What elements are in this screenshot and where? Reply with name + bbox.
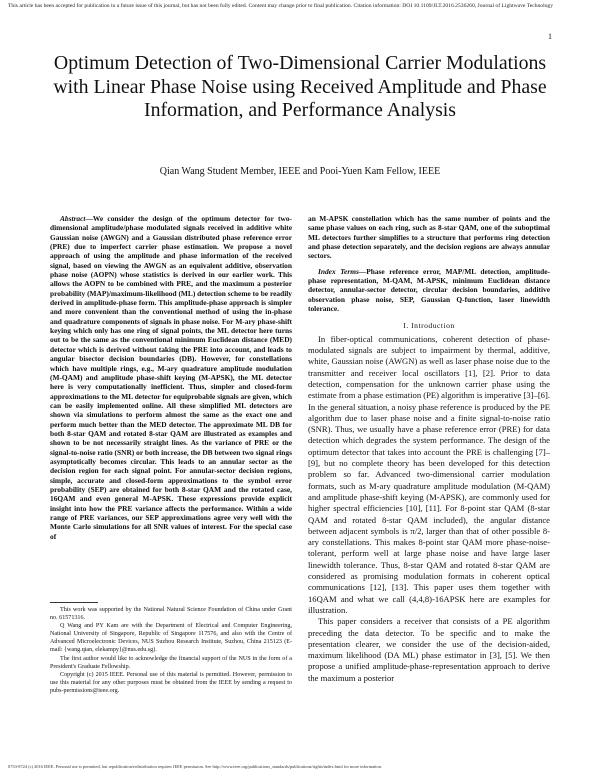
right-column [308,214,550,684]
index-terms [308,267,550,314]
footnote-rule [50,602,98,603]
paper-title: Optimum Detection of Two-Dimensional Carrier Modulations with Linear Phase Noise using Received Amplitude and Phase Information, and Performance Analysis [53,52,547,121]
footnote-copyright: Copyright (c) 2015 IEEE. Personal use of this material is permitted. However, permission to use this material for any other purposes must be obtained from the IEEE by sending a request to pubs-permissions@ieee.org. [50,671,292,694]
index-terms-text: —Phase reference error, MAP/ML detection, amplitude-phase representation, M-QAM, M-APSK, minimum Euclidean distance detector, annular-sector detector, circular decision boundaries, additive observation phase noise, SEP, Gaussian Q-function, laser linewidth tolerance. [308,266,550,314]
footnotes [50,606,292,695]
intro-paragraph-1: In fiber-optical communications, coherent detection of phase-modulated signals are subject to impairment by thermal, additive, white, Gaussian noise (AWGN) as well as laser phase noise due to the transmitter and receiver local oscillators [1], [2]. Prior to data detection, compensation for the unknown carrier phase using the estimate from a phase estimation (PE) algorithm is imperative [3]–[6]. In the general situation, a noisy phase reference is produced by the PE algorithm due to laser phase noise and a finite signal-to-noise ratio (SNR). Thus, we usually have a phase reference error (PRE) for data detection which degrades the system performance. The design of the optimum detector that takes into account the PRE is challenging [7]–[9], but no complete theory has been developed for this detection problem so far. Advanced two-dimensional carrier modulation formats, such as M-ary quadrature amplitude modulation (M-QAM) and amplitude phase-shift keying (M-APSK), are commonly used for higher spectral efficiencies [10], [11]. For 8-point star QAM (8-star QAM and rotated 8-star QAM included), the angular distance between adjacent symbols is π/2, larger than that of other possible 8-ary constellations. This makes 8-point star QAM more phase-noise-tolerant, perform well at large phase noise and have large laser linewidth tolerance. Thus, 8-star QAM and rotated 8-star QAM are considered as promising modulation formats in coherent optical communications [12], [13]. This paper uses them together with 16QAM and what we call (4,4,8)-16APSK here are examples for illustration. [308,333,550,615]
page-footer: 0733-8724 (c) 2016 IEEE. Personal use is permitted, but republication/redistribution requires IEEE permission. See http://www.ieee.org/publications_standards/publications/rights/index.html for more information. [8,764,382,769]
journal-banner: This article has been accepted for publication in a future issue of this journal, but has not been fully edited. Content may change prior to final publication. Citation information: DOI 10.1109/JLT.2016.2536260, Journal of Lightwave Technology [8,3,554,9]
footnote-acknowledgement: The first author would like to acknowledge the financial support of the NUS in the form of a President's Graduate Fellowship. [50,655,292,670]
section-heading-introduction: I. Introduction [403,321,455,331]
left-column [50,214,292,541]
footnote-funding: This work was supported by the National Natural Science Foundation of China under Grant no. 61571316. [50,607,292,622]
abstract [50,214,292,541]
footnote-affiliation: Q Wang and PY Kam are with the Department of Electrical and Computer Engineering, National University of Singapore, Republic of Singapore 117576, and also with the Centre of Advanced Microelectronic Devices, NUS Suzhou Research Institute, Suzhou, China 215123 (E-mail: {wang.qian, elekampy}@nus.edu.sg). [50,623,292,654]
abstract-text: —We consider the design of the optimum detector for two-dimensional amplitude/phase modulated signals received in additive white Gaussian noise (AWGN) and a Gaussian distributed phase reference error (PRE) due to imperfect carrier phase estimation. We propose a novel approach of using the amplitude and phase information of the received signal, based on viewing the AWGN as an equivalent additive, observation phase noise (AOPN) whose statistics is derived in our earlier work. This allows the AOPN to be combined with PRE, and the maximum a posterior probability (MAP)/maximum-likelihood (ML) detection scheme to be readily derived in amplitude-phase form. This amplitude-phase approach is simpler and more convenient than the conventional method of using the in-phase and quadrature components of signals in phase noise. For M-ary phase-shift keying which only has one ring of signal points, the ML detector here turns out to be the same as the conventional minimum Euclidean distance (MED) detector which is derived without taking the PRE into account, and leads to angular bisector decision boundaries (DB). However, for constellations which have multiple rings, e.g., M-ary quadrature amplitude modulation (M-QAM) and amplitude phase-shift keying (M-APSK), the ML detector here is very computationally inefficient. Thus, simpler and closed-form approximations to the ML detector for equiprobable signals are given, which can be easily implemented online. All these simplified ML detectors are shown via simulations to perform almost the same as the exact one and perform much better than the MED detector. The approximate ML DB for both 8-star QAM and rotated 8-star QAM are illustrated as examples and shown to be not necessarily straight lines. As the variance of PRE or the signal-to-noise ratio (SNR) or both increase, the DB between two signal rings asymptotically becomes circular. This leads to an annular sector as the decision region for each signal point. For annular-sector decision regions, simple, accurate and closed-form approximations to the symbol error probability (SEP) are obtained for both 8-star QAM and the rotated case, 16QAM and even general M-APSK. These expressions provide explicit insight into how the PRE variance affects the performance. Within a wide range of PRE variances, our SEP approximations agree very well with the Monte Carlo simulations for all SNR values of interest. For the special case of [50,214,292,541]
abstract-label: Abstract [60,214,86,223]
index-terms-label: Index Terms [318,266,359,276]
abstract-continuation: an M-APSK constellation which has the same number of points and the same phase values on each ring, such as 8-star QAM, one of the suboptimal ML detectors further simplifies to a structure that performs ring detection and phase detection separately, and the decision regions are always annular sectors. [308,214,550,261]
intro-paragraph-2: This paper considers a receiver that consists of a PE algorithm preceding the data detector. To be specific and to make the presentation clearer, we consider the use of the decision-aided, maximum likelihood (DA ML) phase estimator in [3], [5]. We then propose a unified amplitude-phase-representation approach to derive the maximum a posterior [308,616,550,683]
page-number: 1 [548,32,552,41]
author-line: Qian Wang Student Member, IEEE and Pooi-Yuen Kam Fellow, IEEE [159,166,441,177]
